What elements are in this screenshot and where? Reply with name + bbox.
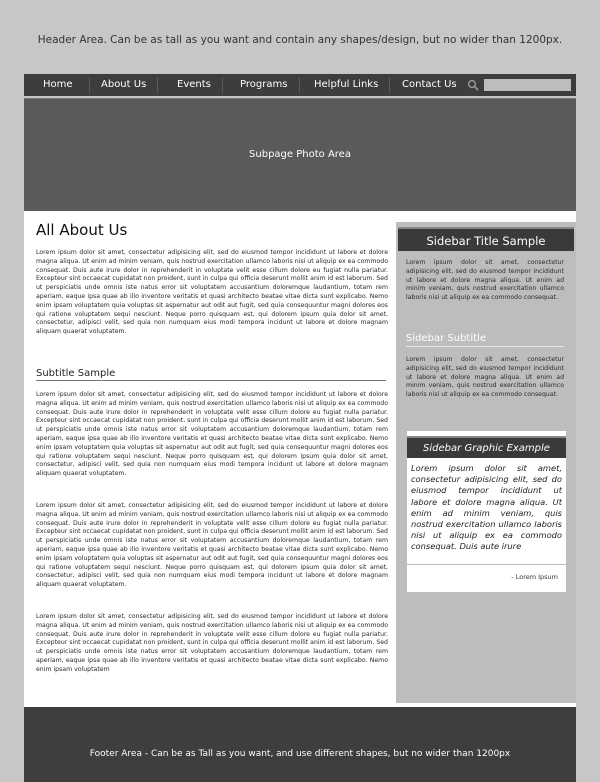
page-title: All About Us: [36, 221, 128, 239]
header-area-text: Header Area. Can be as tall as you want and contain any shapes/design, but no wider than 1200px.: [37, 34, 563, 46]
search-icon[interactable]: [467, 79, 479, 91]
body-paragraph: Lorem ipsum dolor sit amet, consectetur adipisicing elit, sed do eiusmod tempor incididunt ut labore et dolore magna aliqua. Ut enim ad minim veniam, quis nostrud exercitation ullamco laboris nisi ut aliquip ex ea commodo consequat. Duis aute irure dolor in reprehenderit in voluptate velit esse cillum dolore eu fugiat nulla pariatur. Excepteur sint occaecat cupidatat non proident, sunt in culpa qui officia deserunt mollit anim id est laborum. Sed ut perspiciatis unde omnis iste natus error sit voluptatem accusantium doloremque laudantium, totam rem aperiam, eaque ipsa quae ab illo inventore veritatis et quasi architecto beatae vitae dicta sunt explicabo. Nemo enim ipsam voluptatem quia voluptas sit aspernatur aut odit aut fugit, sed quia consequuntur magni dolores eos qui ratione voluptatem sequi nesciunt. Neque porro quisquam est, qui dolorem ipsum quia dolor sit amet, consectetur, adipisci velit, sed quia non numquam eius modi tempora incidunt ut labore et dolore magnam aliquam quaerat voluptatem.: [36, 391, 388, 478]
nav-item-helpful-links[interactable]: Helpful Links: [314, 79, 379, 90]
divider: [407, 564, 566, 565]
sidebar-graphic-quote: Lorem ipsum dolor sit amet, consectetur adipisicing elit, sed do eiusmod tempor incididunt ut labore et dolore magna aliqua. Ut enim ad minim veniam, quis nostrud exercitation ullamco laboris nisi ut aliquip ex ea commodo consequat. Duis aute irure: [411, 463, 562, 552]
sidebar-paragraph: Lorem ipsum dolor sit amet, consectetur adipisicing elit, sed do eiusmod tempor incididunt ut labore et dolore magna aliqua. Ut enim ad minim veniam, quis nostrud exercitation ullamco laboris nisi ut aliquip ex ea commodo consequat.: [406, 356, 564, 399]
sidebar-graphic-box: [407, 431, 566, 592]
footer-text: Footer Area - Can be as Tall as you want, and use different shapes, but no wider than 1200px: [89, 749, 511, 759]
nav-item-contact-us[interactable]: Contact Us: [402, 79, 457, 90]
sidebar-graphic-title: Sidebar Graphic Example: [407, 436, 566, 458]
nav-divider: [389, 77, 390, 93]
sidebar-subtitle: Sidebar Subtitle: [406, 333, 564, 347]
photo-area-label: Subpage Photo Area: [249, 149, 351, 160]
sidebar: [396, 222, 576, 703]
nav-divider: [157, 77, 158, 93]
sidebar-paragraph: Lorem ipsum dolor sit amet, consectetur adipisicing elit, sed do eiusmod tempor incididunt ut labore et dolore magna aliqua. Ut enim ad minim veniam, quis nostrud exercitation ullamco laboris nisi ut aliquip ex ea commodo consequat.: [406, 259, 564, 302]
quote-attribution: - Lorem Ipsum: [511, 573, 558, 581]
body-paragraph: Lorem ipsum dolor sit amet, consectetur adipisicing elit, sed do eiusmod tempor incididunt ut labore et dolore magna aliqua. Ut enim ad minim veniam, quis nostrud exercitation ullamco laboris nisi ut aliquip ex ea commodo consequat. Duis aute irure dolor in reprehenderit in voluptate velit esse cillum dolore eu fugiat nulla pariatur. Excepteur sint occaecat cupidatat non proident, sunt in culpa qui officia deserunt mollit anim id est laborum. Sed ut perspiciatis unde omnis iste natus error sit voluptatem accusantium doloremque laudantium, totam rem aperiam, eaque ipsa quae ab illo inventore veritatis et quasi architecto beatae vitae dicta sunt explicabo. Nemo enim ipsam voluptatem quia voluptas sit aspernatur aut odit aut fugit, sed quia consequuntur magni dolores eos qui ratione voluptatem sequi nesciunt. Neque porro quisquam est, qui dolorem ipsum quia dolor sit amet, consectetur, adipisci velit, sed quia non numquam eius modi tempora incidunt ut labore et dolore magnam aliquam quaerat voluptatem.: [36, 502, 388, 589]
nav-divider: [299, 77, 300, 93]
nav-item-programs[interactable]: Programs: [240, 79, 288, 90]
body-paragraph: Lorem ipsum dolor sit amet, consectetur adipisicing elit, sed do eiusmod tempor incididunt ut labore et dolore magna aliqua. Ut enim ad minim veniam, quis nostrud exercitation ullamco laboris nisi ut aliquip ex ea commodo consequat. Duis aute irure dolor in reprehenderit in voluptate velit esse cillum dolore eu fugiat nulla pariatur. Excepteur sint occaecat cupidatat non proident, sunt in culpa qui officia deserunt mollit anim id est laborum. Sed ut perspiciatis unde omnis iste natus error sit voluptatem accusantium doloremque laudantium, totam rem aperiam, eaque ipsa quae ab illo inventore veritatis et quasi architecto beatae vitae dicta sunt explicabo. Nemo enim ipsam voluptatem: [36, 613, 388, 673]
nav-item-home[interactable]: Home: [43, 79, 73, 90]
section-subtitle: Subtitle Sample: [36, 368, 386, 381]
nav-item-about-us[interactable]: About Us: [101, 79, 147, 90]
main-nav-bar: [24, 74, 576, 96]
footer-area: [24, 707, 576, 782]
subpage-photo-area: [24, 98, 576, 211]
nav-item-events[interactable]: Events: [177, 79, 211, 90]
sidebar-title: Sidebar Title Sample: [398, 227, 574, 251]
nav-divider: [222, 77, 223, 93]
content-area: [24, 211, 576, 707]
nav-divider: [89, 77, 90, 93]
search-input[interactable]: [484, 79, 571, 91]
body-paragraph: Lorem ipsum dolor sit amet, consectetur adipisicing elit, sed do eiusmod tempor incididunt ut labore et dolore magna aliqua. Ut enim ad minim veniam, quis nostrud exercitation ullamco laboris nisi ut aliquip ex ea commodo consequat. Duis aute irure dolor in reprehenderit in voluptate velit esse cillum dolore eu fugiat nulla pariatur. Excepteur sint occaecat cupidatat non proident, sunt in culpa qui officia deserunt mollit anim id est laborum. Sed ut perspiciatis unde omnis iste natus error sit voluptatem accusantium doloremque laudantium, totam rem aperiam, eaque ipsa quae ab illo inventore veritatis et quasi architecto beatae vitae dicta sunt explicabo. Nemo enim ipsam voluptatem quia voluptas sit aspernatur aut odit aut fugit, sed quia consequuntur magni dolores eos qui ratione voluptatem sequi nesciunt. Neque porro quisquam est, qui dolorem ipsum quia dolor sit amet, consectetur, adipisci velit, sed quia non numquam eius modi tempora incidunt ut labore et dolore magnam aliquam quaerat voluptatem.: [36, 249, 388, 336]
